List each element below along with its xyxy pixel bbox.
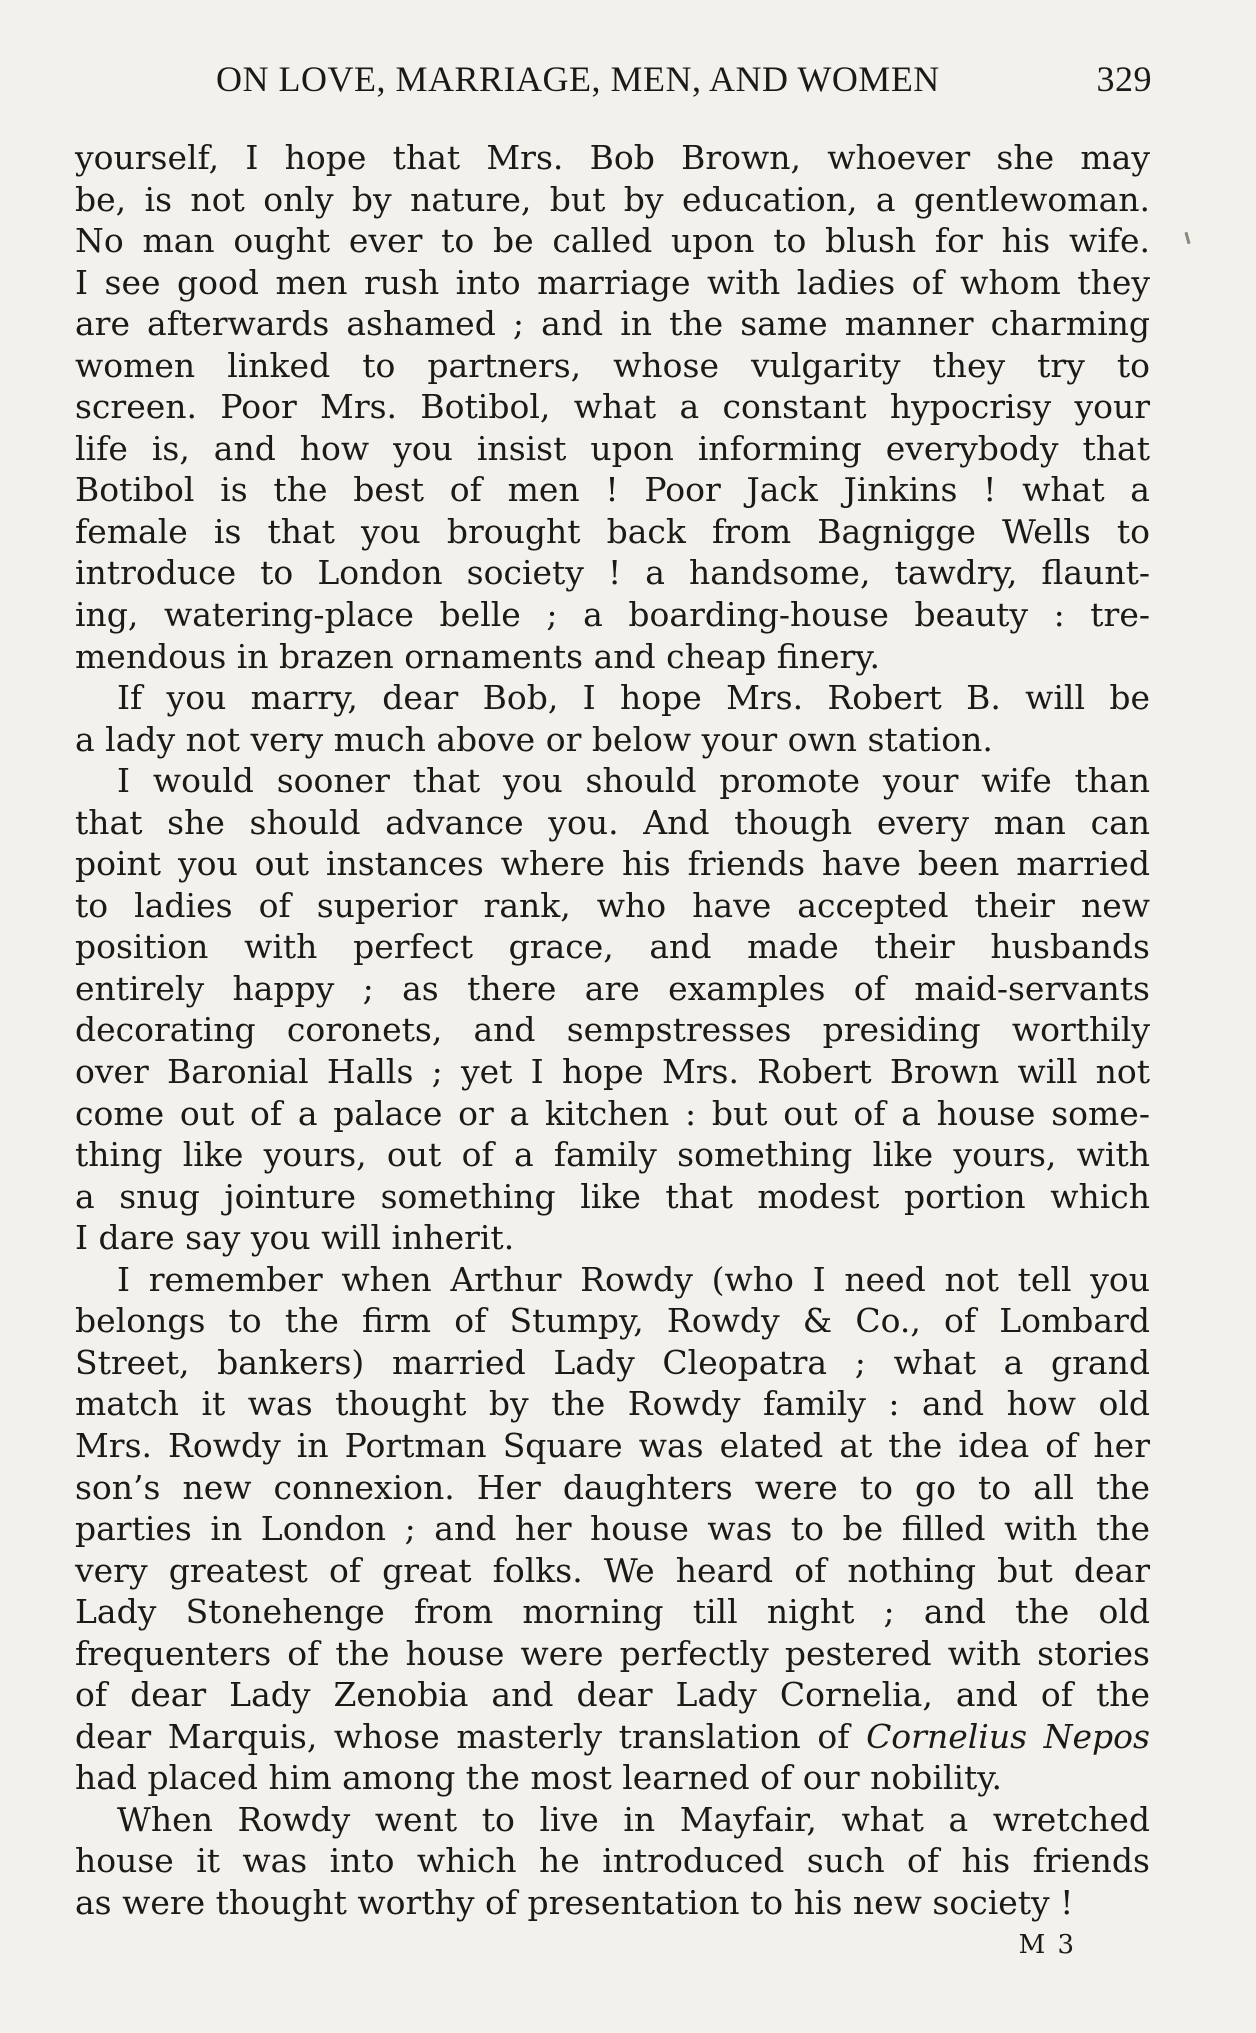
text-line: come out of a palace or a kitchen : but out of a house some-: [75, 1093, 1150, 1133]
text-line: ing, watering-place belle ; a boarding-house beauty : tre-: [75, 595, 1150, 635]
text-line: to ladies of superior rank, who have accepted their new: [75, 885, 1150, 925]
text-line: life is, and how you insist upon informing everybody that: [75, 428, 1150, 468]
text-line: No man ought ever to be called upon to blush for his wife.: [75, 221, 1150, 261]
text-line: female is that you brought back from Bagnigge Wells to: [75, 511, 1150, 551]
body-text: [75, 137, 1150, 1924]
text-line: be, is not only by nature, but by education, a gentlewoman.: [75, 179, 1150, 219]
signature-mark: M 3: [1018, 1930, 1076, 1960]
text-line: I remember when Arthur Rowdy (who I need not tell you: [117, 1259, 1150, 1299]
text-line: introduce to London society ! a handsome, tawdry, flaunt-: [75, 553, 1150, 593]
text-line: I see good men rush into marriage with ladies of whom they: [75, 262, 1150, 302]
text-line: screen. Poor Mrs. Botibol, what a constant hypocrisy your: [75, 387, 1150, 427]
text-line: belongs to the firm of Stumpy, Rowdy & Co., of Lombard: [75, 1301, 1150, 1341]
text-line: mendous in brazen ornaments and cheap finery.: [75, 636, 881, 676]
text-line: Lady Stonehenge from morning till night ; and the old: [75, 1592, 1150, 1632]
page-number: 329: [1096, 59, 1152, 99]
text-line: yourself, I hope that Mrs. Bob Brown, whoever she may: [75, 138, 1150, 177]
text-line: women linked to partners, whose vulgarity they try to: [75, 345, 1150, 385]
running-title: ON LOVE, MARRIAGE, MEN, AND WOMEN: [216, 59, 940, 99]
text-line: position with perfect grace, and made their husbands: [75, 927, 1150, 967]
text-line: house it was into which he introduced such of his friends: [75, 1841, 1150, 1881]
text-line: over Baronial Halls ; yet I hope Mrs. Robert Brown will not: [75, 1052, 1150, 1092]
text-line: of dear Lady Zenobia and dear Lady Cornelia, and of the: [75, 1675, 1150, 1715]
text-line: point you out instances where his friends have been married: [75, 844, 1150, 884]
text-line: a lady not very much above or below your own station.: [75, 719, 993, 759]
margin-mark: [1184, 232, 1190, 244]
italic-title: Cornelius Nepos: [866, 1716, 1150, 1756]
text-line: thing like yours, out of a family something like yours, with: [75, 1135, 1150, 1175]
text-line: very greatest of great folks. We heard of nothing but dear: [75, 1550, 1150, 1590]
text-line-main: dear Marquis, whose masterly translation of: [75, 1716, 850, 1756]
text-line: [75, 1716, 1150, 1758]
text-line: son’s new connexion. Her daughters were to go to all the: [75, 1467, 1150, 1507]
text-line: match it was thought by the Rowdy family : and how old: [75, 1384, 1150, 1424]
text-line: had placed him among the most learned of our nobility.: [75, 1758, 1002, 1798]
running-head: [210, 58, 1158, 104]
text-line: parties in London ; and her house was to be filled with the: [75, 1509, 1150, 1549]
text-line: I would sooner that you should promote your wife than: [117, 761, 1150, 801]
text-line: Botibol is the best of men ! Poor Jack Jinkins ! what a: [75, 470, 1150, 510]
text-line: Mrs. Rowdy in Portman Square was elated at the idea of her: [75, 1425, 1150, 1465]
text-line: as were thought worthy of presentation to his new society !: [75, 1882, 1074, 1922]
text-line: Street, bankers) married Lady Cleopatra ; what a grand: [75, 1342, 1150, 1382]
text-line: entirely happy ; as there are examples of maid-servants: [75, 968, 1150, 1008]
text-line: I dare say you will inherit.: [75, 1218, 515, 1258]
text-line: frequenters of the house were perfectly pestered with stories: [75, 1633, 1150, 1673]
text-line: When Rowdy went to live in Mayfair, what a wretched: [117, 1799, 1150, 1839]
text-line: a snug jointure something like that modest portion which: [75, 1176, 1150, 1216]
text-line: are afterwards ashamed ; and in the same manner charming: [75, 304, 1150, 344]
text-line: that she should advance you. And though every man can: [75, 802, 1150, 842]
text-line: decorating coronets, and sempstresses presiding worthily: [75, 1010, 1150, 1050]
text-line: If you marry, dear Bob, I hope Mrs. Robert B. will be: [117, 678, 1150, 718]
